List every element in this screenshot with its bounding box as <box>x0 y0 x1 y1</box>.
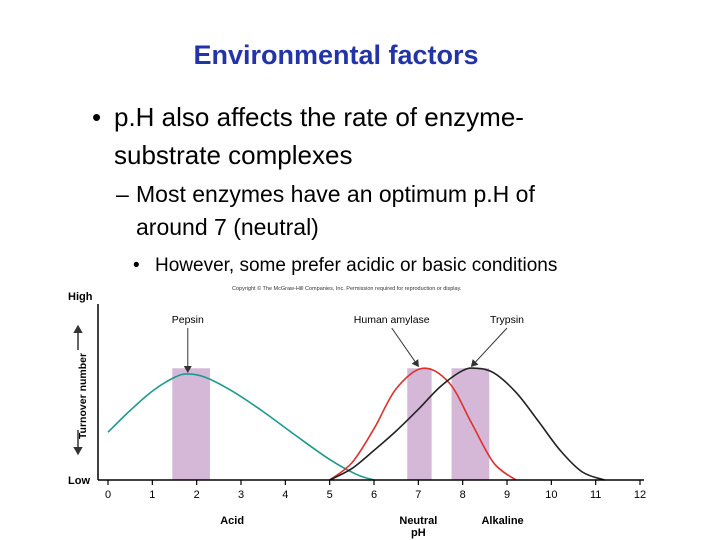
slide-title: Environmental factors <box>193 40 479 70</box>
dash-marker: – <box>116 181 129 207</box>
x-tick-label: 0 <box>104 489 112 501</box>
x-region-label: Alkaline <box>481 515 524 527</box>
series-label: Trypsin <box>489 314 525 326</box>
label-pointer <box>472 328 507 366</box>
optimum-band-0 <box>172 368 210 480</box>
bullet-text: Most enzymes have an optimum p.H of around 7 (neutral) <box>136 181 535 240</box>
optimum-band-2 <box>452 368 490 480</box>
bullet-text: p.H also affects the rate of enzyme-substrate complexes <box>114 102 524 170</box>
x-region-label: pH <box>410 527 426 539</box>
series-label: Human amylase <box>353 314 430 326</box>
series-label: Pepsin <box>171 314 204 326</box>
label-pointer <box>392 328 419 366</box>
x-tick-label: 5 <box>326 489 333 501</box>
optimum-band-1 <box>407 368 431 480</box>
x-tick-label: 3 <box>237 489 245 501</box>
bullet-marker: • <box>92 102 102 132</box>
x-region-label: Neutral <box>399 515 438 527</box>
x-tick-label: 8 <box>459 489 466 501</box>
x-tick-label: 1 <box>149 489 156 501</box>
copyright-notice: Copyright © The McGraw-Hill Companies, Inc. Permission required for reproduction or display. <box>232 286 462 292</box>
x-tick-label: 10 <box>545 489 558 501</box>
ph-enzyme-chart <box>0 276 720 540</box>
x-tick-label: 6 <box>370 489 378 501</box>
x-tick-label: 2 <box>193 489 200 501</box>
x-tick-label: 4 <box>282 489 289 501</box>
pepsin-curve <box>108 374 374 480</box>
x-tick-label: 11 <box>589 489 602 501</box>
x-region-label: Acid <box>220 515 245 527</box>
axes <box>78 304 646 501</box>
y-high-label: High <box>68 291 93 303</box>
y-low-label: Low <box>68 475 90 487</box>
x-tick-label: 12 <box>633 489 647 501</box>
bullet-text: However, some prefer acidic or basic conditions <box>155 255 558 276</box>
bullet-marker: • <box>133 255 140 276</box>
x-tick-label: 9 <box>503 489 511 501</box>
x-tick-label: 7 <box>415 489 422 501</box>
y-axis-label: Turnover number <box>77 352 89 440</box>
